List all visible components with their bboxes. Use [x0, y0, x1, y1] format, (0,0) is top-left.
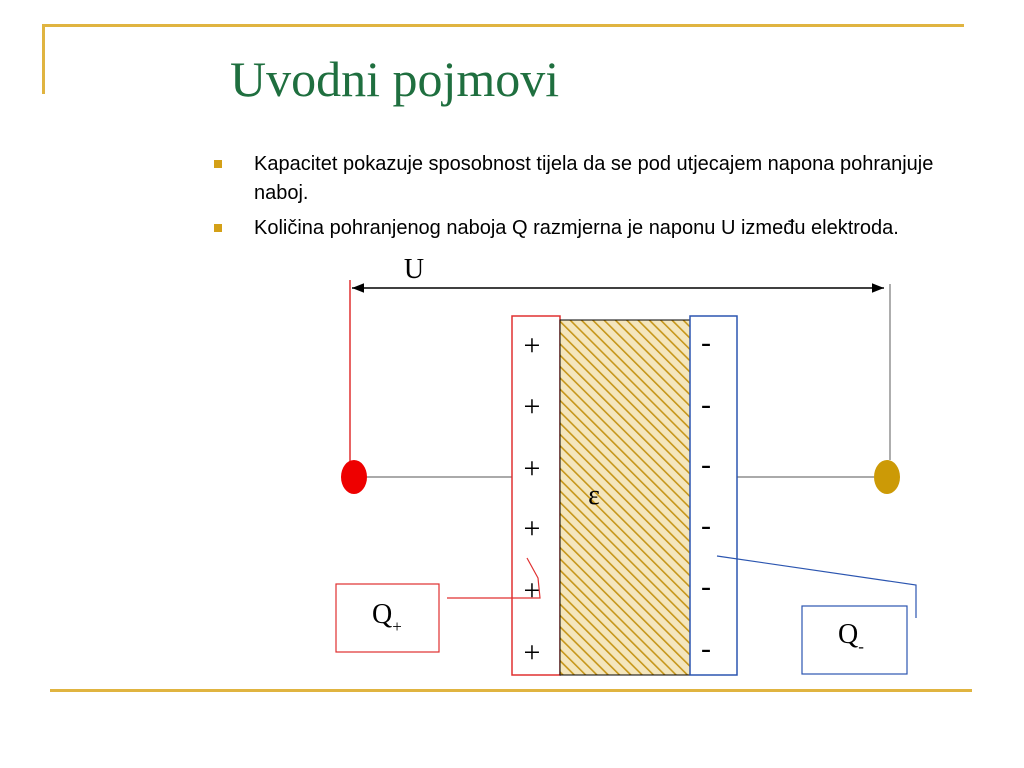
positive-terminal	[341, 460, 367, 494]
minus-sign: -	[701, 448, 711, 481]
plus-sign: +	[523, 636, 541, 669]
bullet-text: Kapacitet pokazuje sposobnost tijela da se pod utjecajem napona pohranjuje naboj.	[254, 153, 934, 204]
negative-terminal	[874, 460, 900, 494]
q-minus-main: Q	[838, 619, 859, 650]
minus-sign: -	[701, 326, 711, 359]
q-minus-subscript: -	[858, 637, 864, 656]
voltage-label: U	[403, 254, 425, 285]
q-plus-main: Q	[372, 599, 393, 630]
plus-sign: +	[523, 390, 541, 423]
negative-plate	[690, 316, 737, 675]
plus-sign: +	[523, 329, 541, 362]
dielectric-layer	[560, 320, 690, 675]
plus-sign: +	[523, 512, 541, 545]
bullet-text: Količina pohranjenog naboja Q razmjerna je naponu U između elektroda.	[254, 217, 899, 239]
slide-title: Uvodni pojmovi	[230, 51, 560, 107]
minus-sign: -	[701, 632, 711, 665]
q-plus-subscript: +	[392, 617, 402, 636]
plus-sign: +	[523, 452, 541, 485]
dielectric-epsilon-label: ε	[588, 480, 600, 511]
minus-sign: -	[701, 388, 711, 421]
minus-sign: -	[701, 509, 711, 542]
plus-sign: +	[523, 574, 541, 607]
positive-plate	[512, 316, 560, 675]
minus-sign: -	[701, 570, 711, 603]
